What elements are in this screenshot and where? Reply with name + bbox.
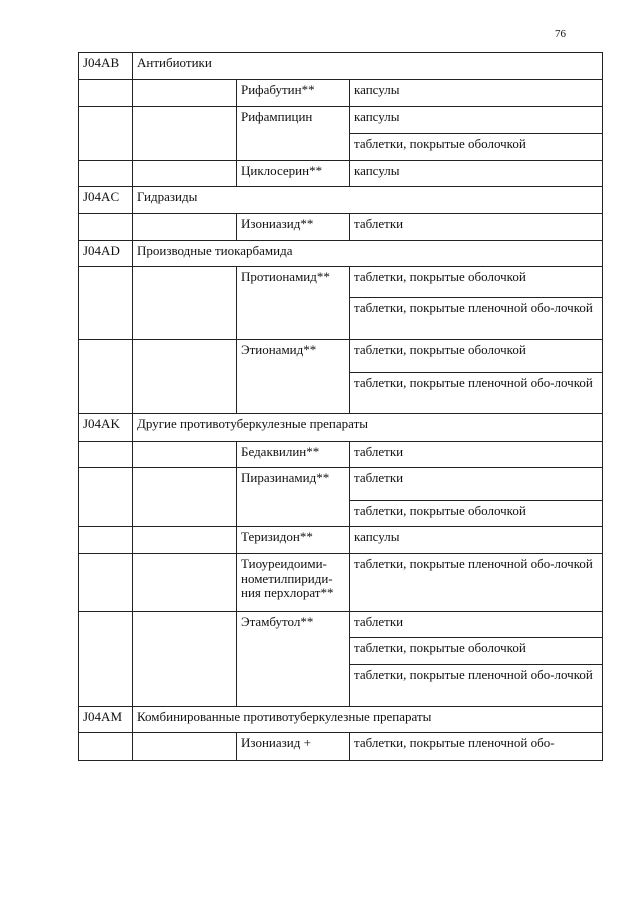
dosage-form: таблетки, покрытые пленочной обо- bbox=[350, 733, 603, 761]
table-row bbox=[79, 468, 603, 501]
dosage-form: таблетки, покрытые пленочной обо-лочкой bbox=[350, 554, 603, 612]
drug-name: Изониазид + bbox=[237, 733, 350, 761]
table-row bbox=[79, 442, 603, 468]
table-row bbox=[79, 267, 603, 298]
drug-name: Циклосерин** bbox=[237, 161, 350, 187]
table-row bbox=[79, 554, 603, 612]
drug-name: Рифабутин** bbox=[237, 80, 350, 107]
group-row bbox=[79, 187, 603, 214]
group-name: Гидразиды bbox=[133, 187, 603, 214]
atc-code: J04AD bbox=[79, 241, 133, 267]
page-number: 76 bbox=[555, 28, 566, 40]
table-row bbox=[79, 733, 603, 761]
drug-name: Изониазид** bbox=[237, 214, 350, 241]
atc-code: J04AB bbox=[79, 53, 133, 80]
dosage-form: таблетки, покрытые оболочкой bbox=[350, 638, 603, 665]
table-row bbox=[79, 107, 603, 134]
dosage-form: таблетки bbox=[350, 442, 603, 468]
group-row bbox=[79, 241, 603, 267]
group-row bbox=[79, 414, 603, 442]
dosage-form: капсулы bbox=[350, 161, 603, 187]
dosage-form: таблетки, покрытые оболочкой bbox=[350, 267, 603, 298]
table-row bbox=[79, 80, 603, 107]
dosage-form: таблетки, покрытые оболочкой bbox=[350, 501, 603, 527]
table-row bbox=[79, 527, 603, 554]
dosage-form: таблетки bbox=[350, 612, 603, 638]
dosage-form: таблетки, покрытые пленочной обо-лочкой bbox=[350, 298, 603, 340]
table-row bbox=[79, 161, 603, 187]
group-name: Производные тиокарбамида bbox=[133, 241, 603, 267]
drug-name: Тиоуреидоими-нометилпириди-ния перхлорат** bbox=[237, 554, 350, 612]
drug-name: Пиразинамид** bbox=[237, 468, 350, 527]
drug-table bbox=[78, 52, 603, 761]
drug-name: Протионамид** bbox=[237, 267, 350, 340]
dosage-form: таблетки, покрытые пленочной обо-лочкой bbox=[350, 665, 603, 707]
group-row bbox=[79, 53, 603, 80]
group-name: Антибиотики bbox=[133, 53, 603, 80]
dosage-form: таблетки, покрытые оболочкой bbox=[350, 340, 603, 373]
group-row bbox=[79, 707, 603, 733]
table-row bbox=[79, 214, 603, 241]
group-name: Другие противотуберкулезные препараты bbox=[133, 414, 603, 442]
drug-name: Этамбутол** bbox=[237, 612, 350, 707]
dosage-form: таблетки bbox=[350, 468, 603, 501]
dosage-form: капсулы bbox=[350, 80, 603, 107]
table-row bbox=[79, 612, 603, 638]
dosage-form: таблетки bbox=[350, 214, 603, 241]
group-name: Комбинированные противотуберкулезные препараты bbox=[133, 707, 603, 733]
drug-name: Теризидон** bbox=[237, 527, 350, 554]
atc-code: J04AC bbox=[79, 187, 133, 214]
drug-name: Этионамид** bbox=[237, 340, 350, 414]
dosage-form: таблетки, покрытые пленочной обо-лочкой bbox=[350, 373, 603, 414]
atc-code: J04AM bbox=[79, 707, 133, 733]
dosage-form: капсулы bbox=[350, 107, 603, 134]
drug-name: Рифампицин bbox=[237, 107, 350, 161]
atc-code: J04AK bbox=[79, 414, 133, 442]
dosage-form: капсулы bbox=[350, 527, 603, 554]
dosage-form: таблетки, покрытые оболочкой bbox=[350, 134, 603, 161]
table-row bbox=[79, 340, 603, 373]
drug-name: Бедаквилин** bbox=[237, 442, 350, 468]
